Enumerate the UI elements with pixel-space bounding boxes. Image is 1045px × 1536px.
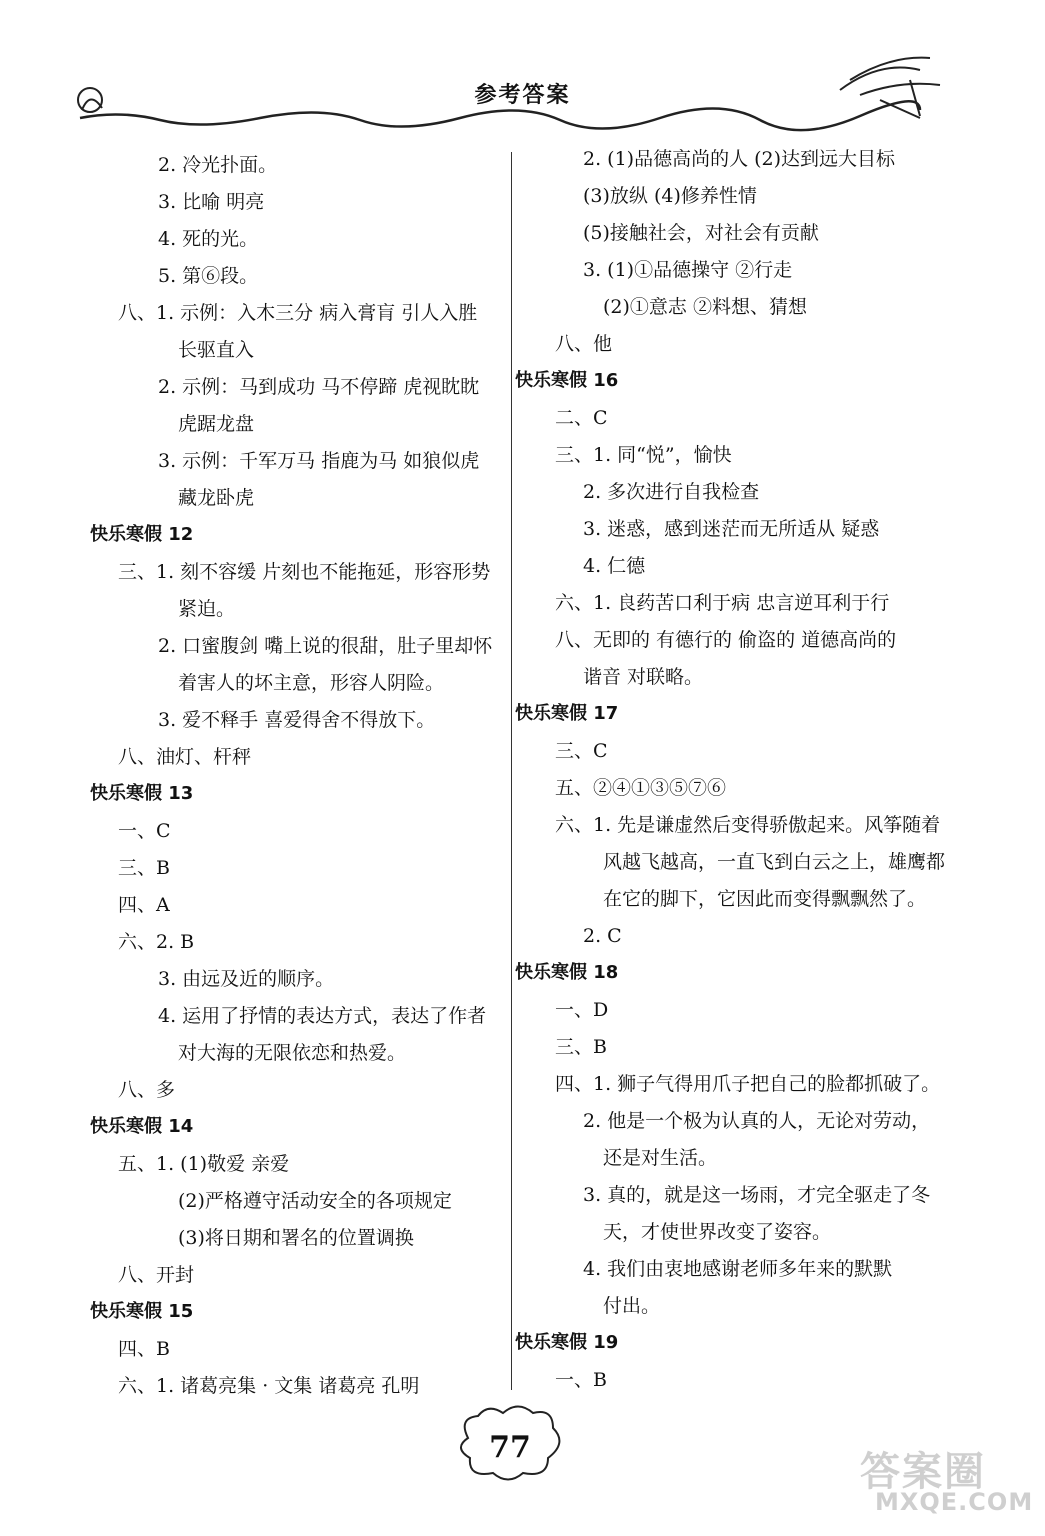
page-number: 77 [489,1430,531,1465]
answer-line: 2. (1)品德高尚的人 (2)达到远大目标 [583,148,896,170]
answer-line: 虎踞龙盘 [178,413,255,435]
section-heading: 快乐寒假 15 [90,1301,194,1322]
watermark-logo: 答案圈 [860,1449,986,1495]
section-heading: 快乐寒假 16 [515,370,619,391]
watermark-url: MXQE.COM [875,1488,1034,1516]
answer-line: 三、1. 同“悦”，愉快 [555,444,732,466]
answer-line: 二、C [555,407,608,429]
answer-line: 3. 比喻 明亮 [158,191,265,213]
answer-line: 着害人的坏主意，形容人阴险。 [178,672,445,694]
answer-line: 一、C [118,820,171,842]
answer-line: 三、C [555,740,608,762]
answer-line: 八、他 [555,333,613,355]
answer-line: 3. (1)①品德操守 ②行走 [583,259,793,281]
answer-line: 三、B [118,857,170,879]
answer-line: 一、B [555,1369,607,1391]
answer-line: 四、1. 狮子气得用爪子把自己的脸都抓破了。 [555,1073,941,1095]
answer-line: 2. C [583,925,622,947]
answer-line: 六、1. 良药苦口利于病 忠言逆耳利于行 [555,592,890,614]
answer-line: (3)放纵 (4)修养性情 [583,185,757,207]
answer-line: 六、1. 诸葛亮集 · 文集 诸葛亮 孔明 [118,1375,420,1397]
answer-line: (3)将日期和署名的位置调换 [178,1227,414,1249]
page-header-title: 参考答案 [474,83,571,108]
answer-line: 八、多 [118,1079,176,1101]
answer-line: 5. 第⑥段。 [158,265,259,287]
answer-line: 2. 冷光扑面。 [158,154,278,176]
answer-line: 3. 示例：千军万马 指鹿为马 如狼似虎 [158,450,480,472]
answer-line: 4. 运用了抒情的表达方式，表达了作者 [158,1005,487,1027]
section-heading: 快乐寒假 13 [90,783,194,804]
answer-line: 一、D [555,999,609,1021]
answer-line: 紧迫。 [178,598,236,620]
answer-line: 3. 真的，就是这一场雨，才完全驱走了冬 [583,1184,931,1206]
answer-line: (2)严格遵守活动安全的各项规定 [178,1190,452,1212]
answer-line: 八、1. 示例：入木三分 病入膏肓 引人入胜 [118,302,478,324]
section-heading: 快乐寒假 17 [515,703,619,724]
answer-line: 风越飞越高，一直飞到白云之上，雄鹰都 [603,851,946,873]
answer-line: 2. 他是一个极为认真的人，无论对劳动， [583,1110,931,1132]
answer-line: 4. 我们由衷地感谢老师多年来的默默 [583,1258,893,1280]
answer-line: 五、②④①③⑤⑦⑥ [555,777,727,799]
answer-line: 长驱直入 [178,339,255,361]
section-heading: 快乐寒假 14 [90,1116,194,1137]
answer-line: 四、B [118,1338,170,1360]
answer-line: 三、B [555,1036,607,1058]
answer-line: 付出。 [603,1295,661,1317]
answer-line: 2. 多次进行自我检查 [583,481,760,503]
answer-line: 对大海的无限依恋和热爱。 [178,1042,407,1064]
answer-line: 三、1. 刻不容缓 片刻也不能拖延，形容形势 [118,561,491,583]
answer-line: 4. 死的光。 [158,228,259,250]
answer-line: 六、1. 先是谦虚然后变得骄傲起来。风筝随着 [555,814,941,836]
answer-line: 3. 爱不释手 喜爱得舍不得放下。 [158,709,436,731]
answer-line: 还是对生活。 [603,1147,718,1169]
answer-line: 3. 由远及近的顺序。 [158,968,335,990]
answer-line: (5)接触社会，对社会有贡献 [583,222,819,244]
column-divider [511,152,512,1390]
answer-line: 在它的脚下，它因此而变得飘飘然了。 [603,888,927,910]
answer-line: 2. 示例：马到成功 马不停蹄 虎视眈眈 [158,376,480,398]
section-heading: 快乐寒假 18 [515,962,619,983]
section-heading: 快乐寒假 12 [90,524,194,545]
answer-line: 四、A [118,894,170,916]
answer-line: 4. 仁德 [583,555,646,577]
answer-line: 2. 口蜜腹剑 嘴上说的很甜，肚子里却怀 [158,635,493,657]
answer-line: 八、开封 [118,1264,195,1286]
section-heading: 快乐寒假 19 [515,1332,619,1353]
answer-line: 六、2. B [118,931,195,953]
answer-line: 3. 迷惑，感到迷茫而无所适从 疑惑 [583,518,880,540]
answer-line: 五、1. (1)敬爱 亲爱 [118,1153,290,1175]
answer-line: 八、无即的 有德行的 偷盗的 道德高尚的 [555,629,897,651]
answer-line: 八、油灯、杆秤 [118,746,252,768]
answer-line: 天，才使世界改变了姿容。 [603,1221,832,1243]
answer-line: 藏龙卧虎 [178,487,255,509]
answer-line: (2)①意志 ②料想、猜想 [603,296,807,318]
answer-line: 谐音 对联略。 [583,666,704,688]
